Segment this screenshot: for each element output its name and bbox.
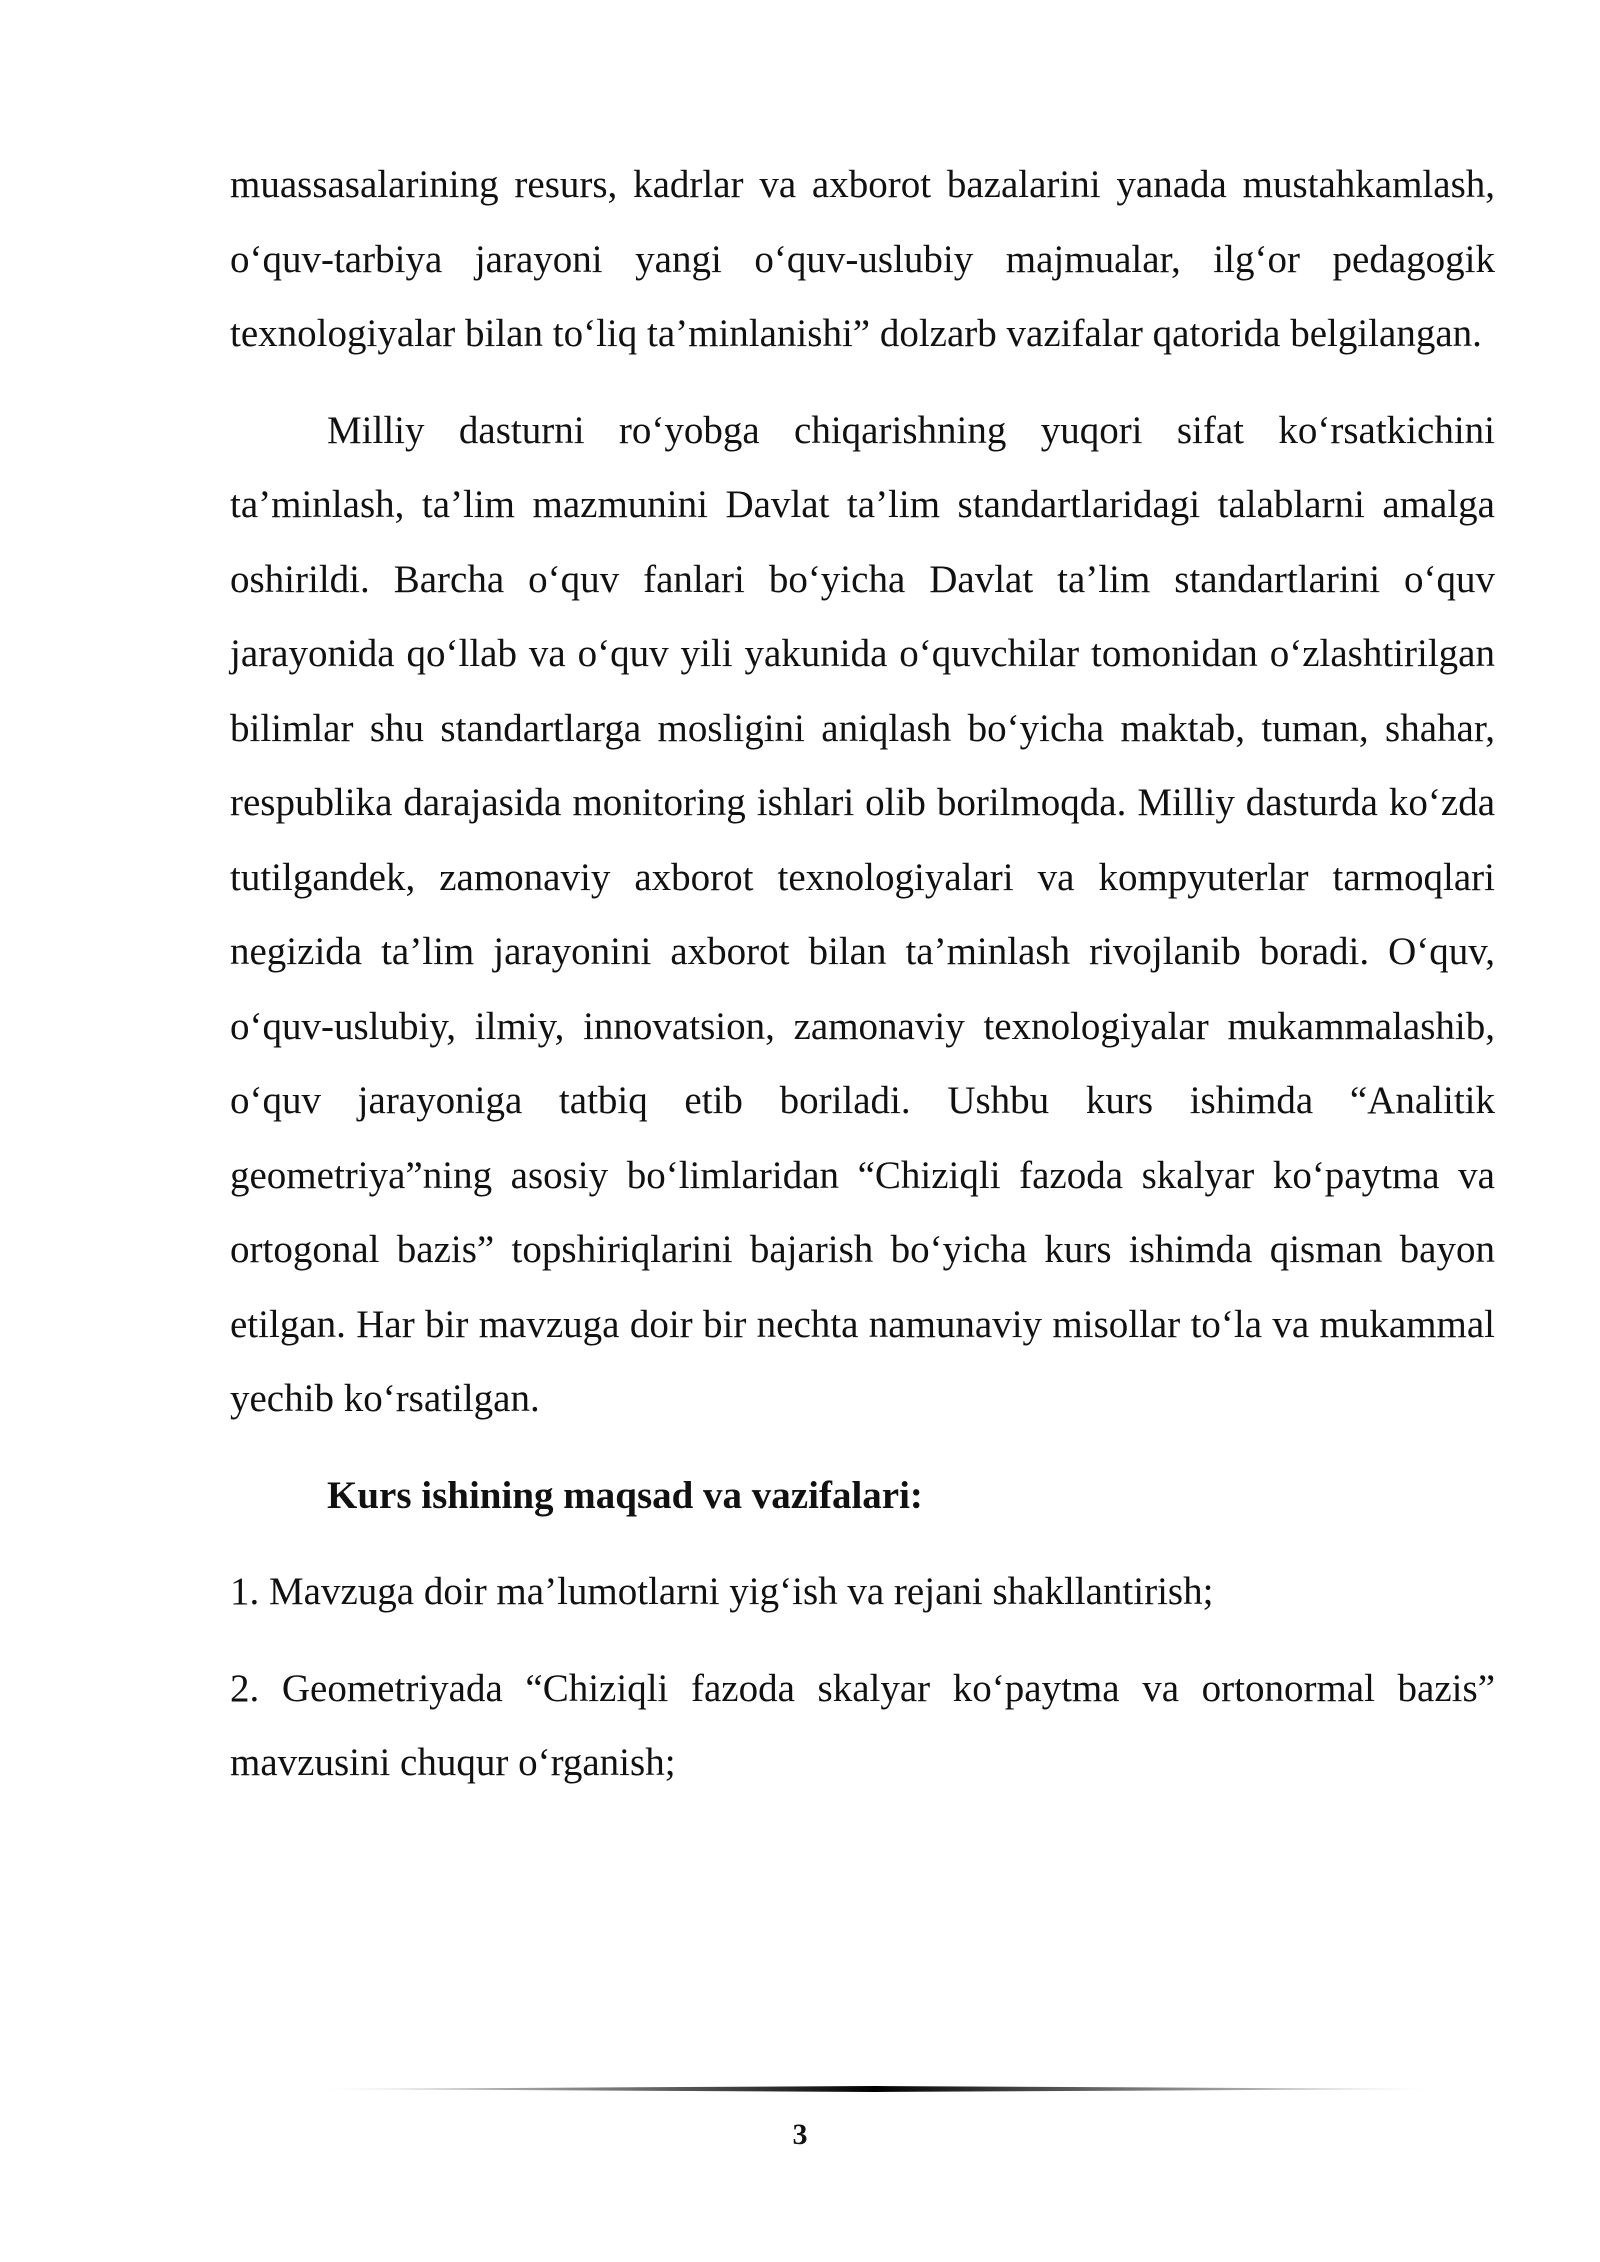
paragraph-intro-continuation: muassasalarining resurs, kadrlar va axborot bazalarini yanada mustahkamlash, o‘quv-tarbiya jarayoni yangi o‘quv-uslubiy majmualar, ilg‘or pedagogik texnologiyalar bilan to‘liq ta’minlanishi” dolzarb vazifalar qatorida belgilangan. <box>230 163 1495 355</box>
section-heading-goals: Kurs ishining maqsad va vazifalari: <box>327 1473 923 1517</box>
page-body <box>230 148 1495 1801</box>
list-item-2: 2. Geometriyada “Chiziqli fazoda skalyar ko‘paytma va ortonormal bazis” mavzusini chuqur o‘rganish; <box>230 1666 1495 1784</box>
footer-divider <box>310 2086 1440 2092</box>
paragraph-national-program: Milliy dasturni ro‘yobga chiqarishning yuqori sifat ko‘rsatkichini ta’minlash, ta’lim mazmunini Davlat ta’lim standartlaridagi talablarni amalga oshirildi. Barcha o‘quv fanlari bo‘yicha Davlat ta’lim standartlarini o‘quv jarayonida qo‘llab va o‘quv yili yakunida o‘quvchilar tomonidan o‘zlashtirilgan bilimlar shu standartlarga mosligini aniqlash bo‘yicha maktab, tuman, shahar, respublika darajasida monitoring ishlari olib borilmoqda. Milliy dasturda ko‘zda tutilgandek, zamonaviy axborot texnologiyalari va kompyuterlar tarmoqlari negizida ta’lim jarayonini axborot bilan ta’minlash rivojlanib boradi. O‘quv, o‘quv-uslubiy, ilmiy, innovatsion, zamonaviy texnologiyalar mukammalashib, o‘quv jarayoniga tatbiq etib boriladi. Ushbu kurs ishimda “Analitik geometriya”ning asosiy bo‘limlaridan “Chiziqli fazoda skalyar ko‘paytma va ortogonal bazis” topshiriqlarini bajarish bo‘yicha kurs ishimda qisman bayon etilgan. Har bir mavzuga doir bir nechta namunaviy misollar to‘la va mukammal yechib ko‘rsatilgan. <box>230 408 1495 1420</box>
page-number: 3 <box>792 2118 808 2151</box>
list-item-1: 1. Mavzuga doir ma’lumotlarni yig‘ish va rejani shakllantirish; <box>230 1570 1214 1613</box>
